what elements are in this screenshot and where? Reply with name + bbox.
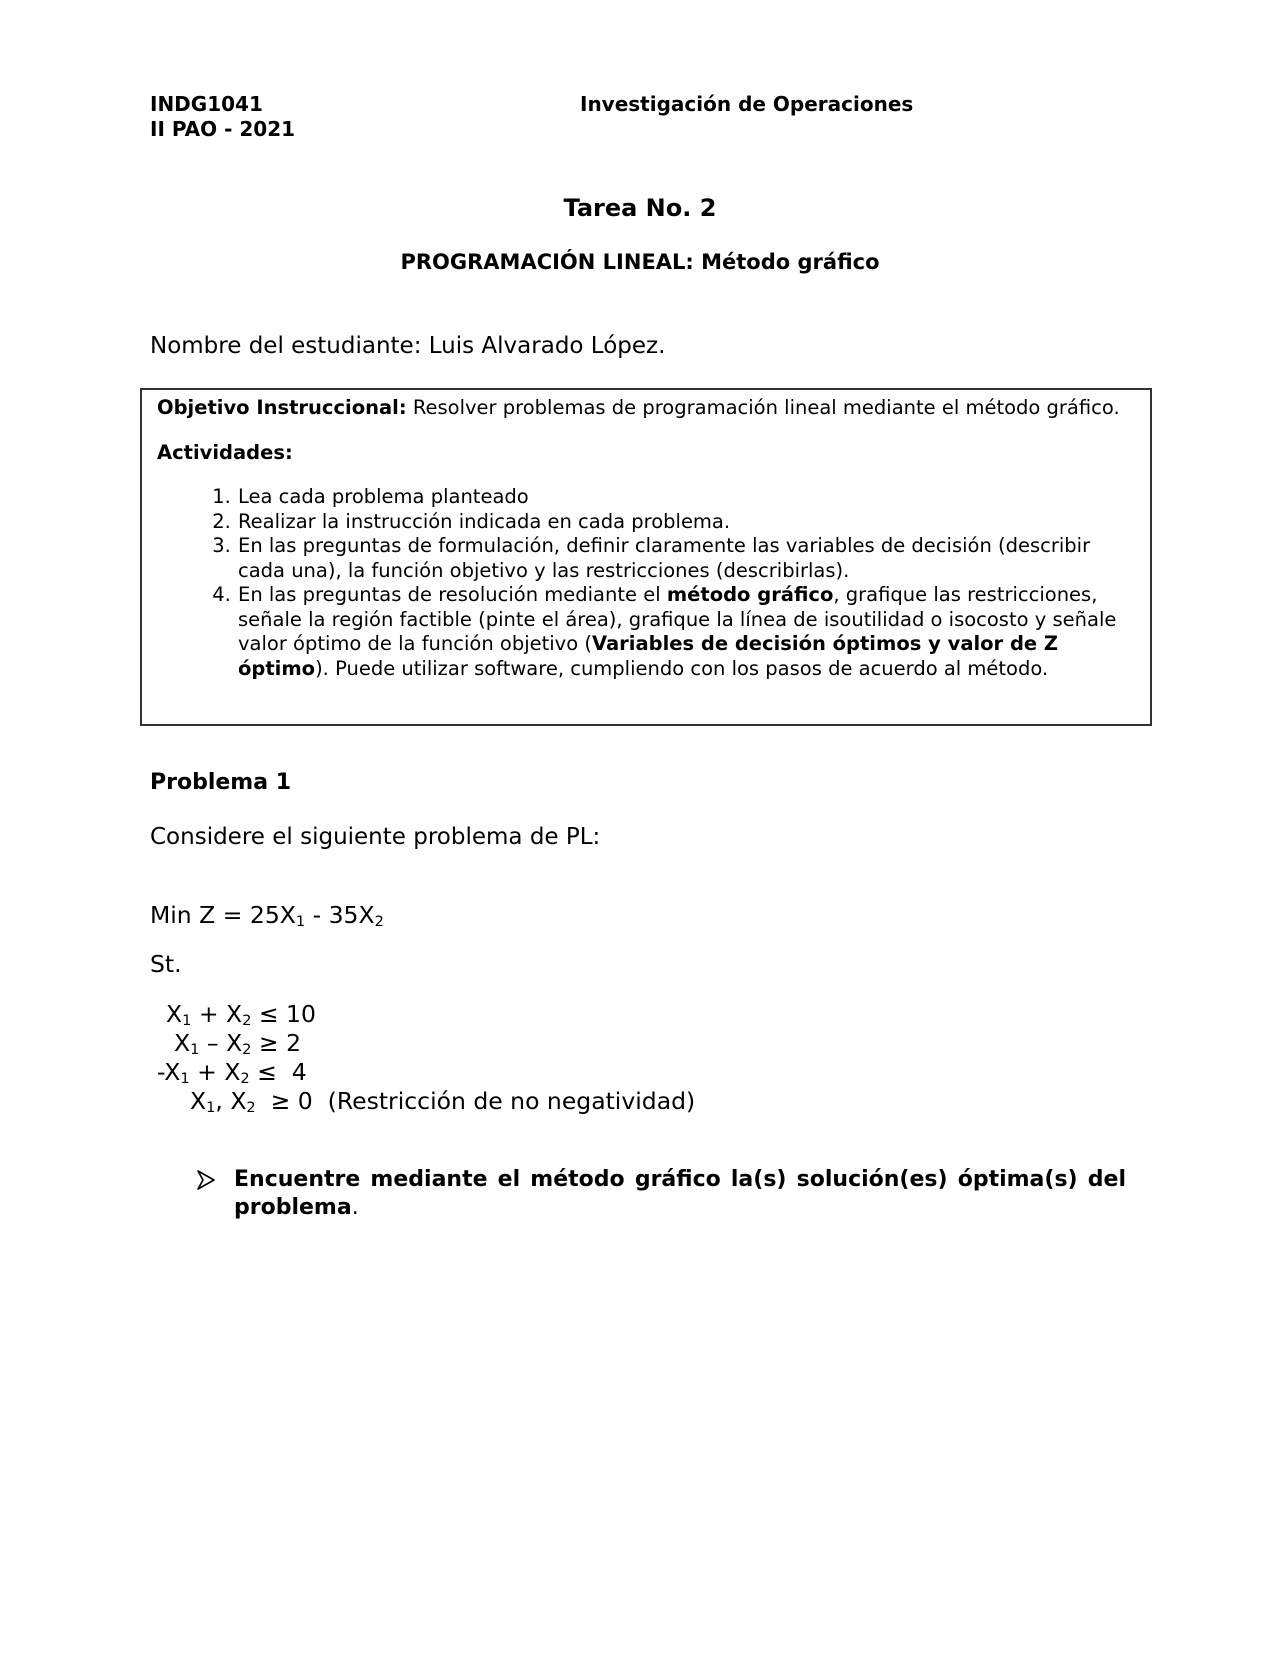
student-name-line [150, 333, 665, 359]
activity-item [237, 583, 1136, 681]
course-term: II PAO - 2021 [150, 117, 296, 141]
objective-function: Min $Z = 25X_1 - 35X_2$ [150, 901, 384, 930]
activity-item: 1. Lea cada problema planteado [237, 485, 1136, 510]
activity-item: 2. Realizar la instrucción indicada en cada problema. [237, 510, 1136, 535]
activity-text: En las preguntas de resolución mediante el [238, 583, 667, 606]
course-name: Investigación de Operaciones [580, 92, 914, 116]
constraint-non-negativity: $X_1$, $X_2 \ge 0$ (Restricción de no negatividad) [190, 1087, 696, 1116]
activity-item: 3. En las preguntas de formulación, definir claramente las variables de decisión (describir cada una), la función objetivo y las restricciones (describirlas). [237, 534, 1136, 583]
objective-text: Resolver problemas de programación lineal mediante el método gráfico. [412, 396, 1120, 419]
activities-list [157, 485, 1136, 681]
page-subtitle: PROGRAMACIÓN LINEAL: Método gráfico [400, 250, 880, 274]
student-label: Nombre del estudiante: [150, 333, 422, 359]
student-name: Luis Alvarado López. [428, 333, 666, 359]
constraint-2: $X_1 - X_2 \ge 2$ [174, 1029, 302, 1058]
objective-label: Objetivo Instruccional: [157, 396, 407, 419]
task-bullet [196, 1166, 1126, 1222]
activity-text: , grafique las restricciones, señale la región factible (pinte el área), grafique la línea de isoutilidad o isocosto y señale valor óptimo de la función objetivo ( [238, 583, 1117, 655]
constraint-3: $-X_1 + X_2 \le 4$ [157, 1058, 307, 1087]
objective-paragraph [157, 396, 1136, 421]
arrow-bullet-icon [196, 1166, 216, 1194]
problem-intro: Considere el siguiente problema de PL: [150, 824, 601, 850]
subject-to-label: St. [150, 950, 182, 978]
course-code: INDG1041 [150, 92, 263, 116]
activities-heading: Actividades: [157, 440, 293, 464]
constraint-1: $X_1 + X_2 \le 10$ [166, 1000, 316, 1029]
page-title: Tarea No. 2 [563, 194, 717, 222]
instructions-box [140, 388, 1152, 726]
course-header-left [150, 92, 295, 142]
activity-bold-text: método gráfico [666, 583, 834, 606]
activity-text: ). Puede utilizar software, cumpliendo con los pasos de acuerdo al método. [315, 656, 1049, 680]
task-text: Encuentre mediante el método gráfico la(s) solución(es) óptima(s) del problema. [234, 1167, 1126, 1220]
problem-title: Problema 1 [150, 770, 292, 795]
activity-bold-text: Variables de decisión óptimos y valor de Z óptimo [238, 632, 1059, 680]
